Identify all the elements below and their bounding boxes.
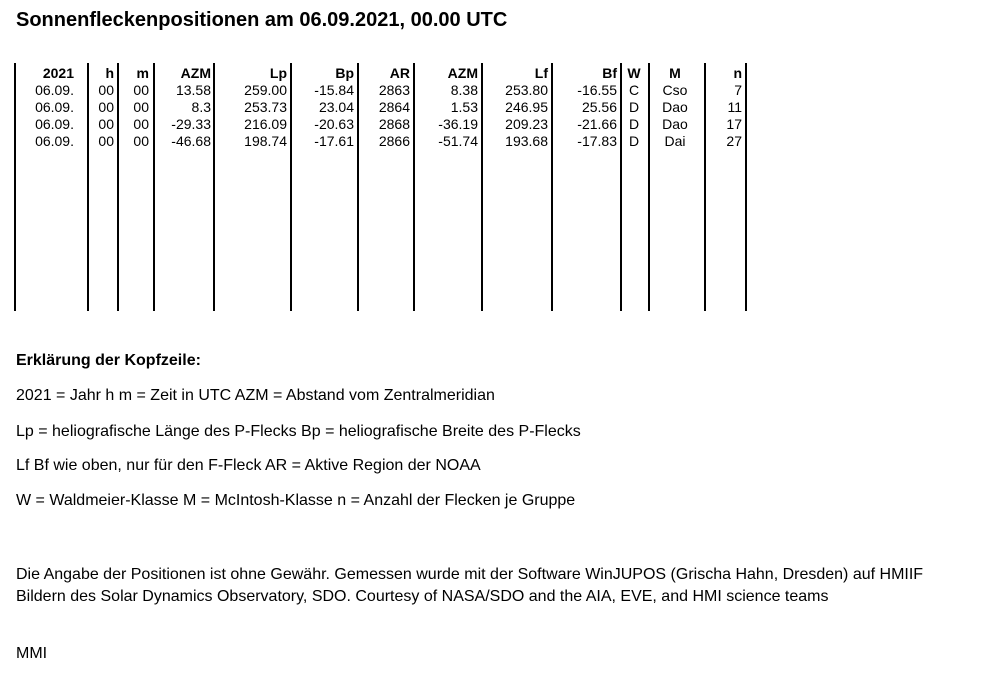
table-cell: 06.09. bbox=[35, 82, 74, 98]
table-cell: 2868 bbox=[378, 116, 410, 132]
table-cell: 06.09. bbox=[35, 116, 74, 132]
table-cell: Dai bbox=[664, 133, 686, 149]
table-cell: 198.74 bbox=[244, 133, 287, 149]
table-cell: 2864 bbox=[378, 99, 410, 115]
table-cell: 1.53 bbox=[450, 99, 478, 115]
table-header-cell: Bp bbox=[335, 65, 354, 81]
table-cell: -21.66 bbox=[577, 116, 617, 132]
table-cell: -36.19 bbox=[438, 116, 478, 132]
table-cell: 193.68 bbox=[505, 133, 548, 149]
table-cell: -17.83 bbox=[577, 133, 617, 149]
table-header-cell: M bbox=[669, 65, 681, 81]
table-cell: -16.55 bbox=[577, 82, 617, 98]
table-cell: 246.95 bbox=[505, 99, 548, 115]
table-cell: 2866 bbox=[378, 133, 410, 149]
table-cell: Dao bbox=[662, 99, 688, 115]
table-cell: -51.74 bbox=[438, 133, 478, 149]
table-cell: 8.3 bbox=[191, 99, 211, 115]
table-cell: 27 bbox=[726, 133, 742, 149]
table-header-cell: W bbox=[627, 65, 641, 81]
table-cell: 00 bbox=[98, 82, 114, 98]
table-cell: D bbox=[628, 99, 640, 115]
legend-line-lf-bf-ar: Lf Bf wie oben, nur für den F-Fleck AR = Aktive Region der NOAA bbox=[16, 457, 481, 474]
table-cell: 25.56 bbox=[581, 99, 617, 115]
table-cell: 8.38 bbox=[450, 82, 478, 98]
table-cell: 00 bbox=[98, 133, 114, 149]
legend-line-date-time-azm: 2021 = Jahr h m = Zeit in UTC AZM = Abstand vom Zentralmeridian bbox=[16, 387, 495, 404]
table-cell: 00 bbox=[133, 133, 149, 149]
table-cell: 00 bbox=[133, 82, 149, 98]
page-title: Sonnenfleckenpositionen am 06.09.2021, 00.00 UTC bbox=[16, 9, 508, 31]
legend-title: Erklärung der Kopfzeile: bbox=[16, 352, 201, 369]
table-header-cell: Bf bbox=[602, 65, 617, 81]
table-cell: 23.04 bbox=[318, 99, 354, 115]
table-cell: 00 bbox=[98, 99, 114, 115]
table-cell: 17 bbox=[726, 116, 742, 132]
table-cell: -20.63 bbox=[314, 116, 354, 132]
table-cell: -46.68 bbox=[171, 133, 211, 149]
table-cell: 00 bbox=[98, 116, 114, 132]
table-cell: 00 bbox=[133, 99, 149, 115]
table-cell: Cso bbox=[662, 82, 688, 98]
table-header-cell: h bbox=[105, 65, 114, 81]
table-header-cell: 2021 bbox=[42, 65, 74, 81]
table-cell: 06.09. bbox=[35, 133, 74, 149]
table-header-cell: AZM bbox=[180, 65, 211, 81]
table-cell: -15.84 bbox=[314, 82, 354, 98]
table-cell: 253.73 bbox=[244, 99, 287, 115]
signature: MMI bbox=[16, 645, 48, 662]
table-cell: 216.09 bbox=[244, 116, 287, 132]
table-cell: 06.09. bbox=[35, 99, 74, 115]
table-cell: 209.23 bbox=[505, 116, 548, 132]
table-header-cell: Lp bbox=[269, 65, 287, 81]
table-cell: C bbox=[628, 82, 640, 98]
table-cell: -17.61 bbox=[314, 133, 354, 149]
legend-line-w-m-n: W = Waldmeier-Klasse M = McIntosh-Klasse n = Anzahl der Flecken je Gruppe bbox=[16, 492, 576, 509]
table-header-cell: n bbox=[733, 65, 742, 81]
table-header-cell: AZM bbox=[447, 65, 478, 81]
table-column-divider bbox=[745, 63, 747, 311]
table-cell: 00 bbox=[133, 116, 149, 132]
table-cell: 259.00 bbox=[244, 82, 287, 98]
table-cell: -29.33 bbox=[171, 116, 211, 132]
table-cell: 2863 bbox=[378, 82, 410, 98]
table-cell: 253.80 bbox=[505, 82, 548, 98]
legend-line-lp-bp: Lp = heliografische Länge des P-Flecks Bp = heliografische Breite des P-Flecks bbox=[16, 423, 581, 440]
table-cell: D bbox=[628, 116, 640, 132]
table-header-cell: m bbox=[136, 65, 149, 81]
table-header-cell: Lf bbox=[534, 65, 548, 81]
table-header-cell: AR bbox=[389, 65, 410, 81]
table-cell: Dao bbox=[662, 116, 688, 132]
table-cell: 11 bbox=[727, 99, 742, 115]
table-cell: 7 bbox=[734, 82, 742, 98]
table-cell: D bbox=[628, 133, 640, 149]
sunspot-position-table bbox=[14, 63, 754, 313]
disclaimer-text: Die Angabe der Positionen ist ohne Gewähr. Gemessen wurde mit der Software WinJUPOS (Grischa Hahn, Dresden) auf HMIIF Bildern des Solar Dynamics Observatory, SDO. Courtesy of NASA/SDO and the AIA, EVE, and HMI science teams bbox=[16, 566, 924, 605]
table-cell: 13.58 bbox=[175, 82, 211, 98]
